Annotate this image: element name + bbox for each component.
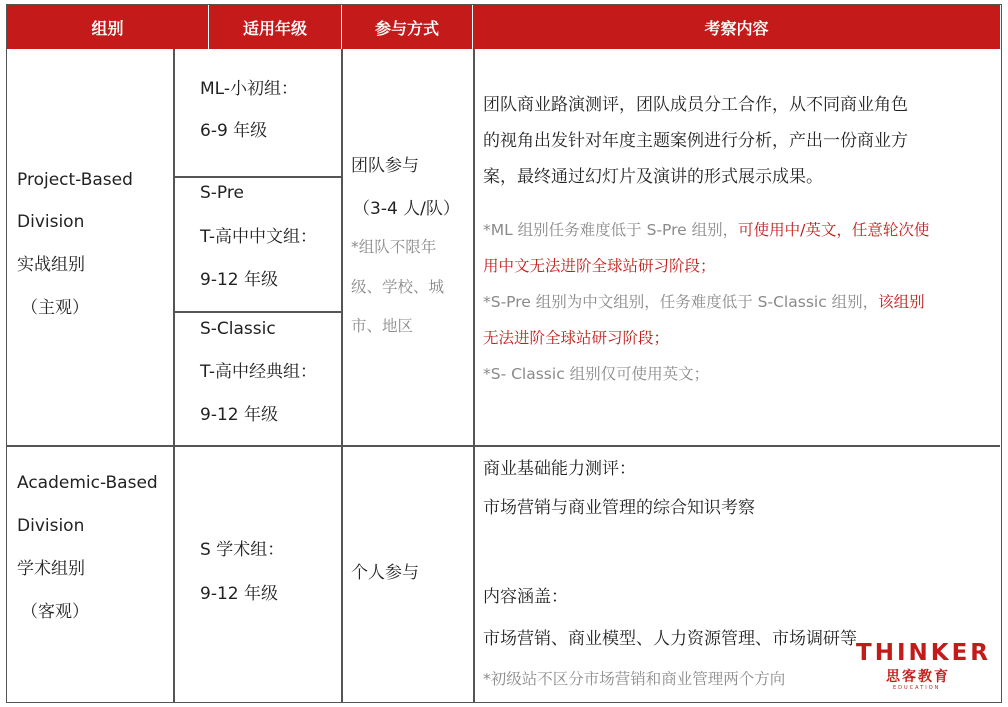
- content-line: 的视角出发针对年度主题案例进行分析，产出一份商业方: [483, 131, 908, 151]
- content-line: 团队商业路演测评，团队成员分工合作，从不同商业角色: [483, 95, 908, 115]
- grade-spre-line1: S-Pre: [200, 183, 244, 203]
- participation-note-line3: 市、地区: [351, 317, 414, 335]
- participation-individual: 个人参与: [351, 563, 419, 583]
- divider: [173, 176, 341, 178]
- header-participation: [342, 5, 473, 49]
- divider: [7, 445, 1000, 447]
- grade-sclassic-line1: S-Classic: [200, 319, 276, 339]
- note-ml-red: 可使用中/英文，任意轮次使: [738, 221, 930, 239]
- divider: [173, 311, 341, 313]
- thinker-logo: THINKER: [856, 640, 991, 666]
- thinker-logo-en: EDUCATION: [893, 685, 941, 691]
- divider: [341, 49, 343, 703]
- note-spre: [483, 284, 998, 320]
- grade-academic-line2: 9-12 年级: [200, 584, 278, 604]
- participation-note-line1: *组队不限年: [351, 238, 437, 256]
- note-sclassic: *S- Classic 组别仅可使用英文；: [483, 365, 710, 383]
- competition-table: [6, 4, 1002, 703]
- division-academic-line2: Division: [17, 516, 85, 536]
- grade-spre-line3: 9-12 年级: [200, 270, 278, 290]
- grade-sclassic-line3: 9-12 年级: [200, 405, 278, 425]
- content-academic-line2: 市场营销与商业管理的综合知识考察: [483, 498, 755, 518]
- content-academic-line1: 商业基础能力测评：: [483, 459, 636, 479]
- content-academic-line3: 内容涵盖：: [483, 587, 568, 607]
- header-grade-label: 适用年级: [242, 18, 307, 38]
- note-spre-gray: *S-Pre 组别为中文组别，任务难度低于 S-Classic 组别，: [483, 293, 879, 311]
- content-line: 案，最终通过幻灯片及演讲的形式展示成果。: [483, 167, 823, 187]
- division-academic-line4: （客观）: [21, 602, 89, 622]
- content-description: [483, 87, 998, 195]
- divider: [473, 49, 475, 703]
- note-ml: [483, 212, 998, 248]
- note-ml-gray: *ML 组别任务难度低于 S-Pre 组别，: [483, 221, 739, 239]
- grade-spre-line2: T-高中中文组：: [200, 227, 317, 247]
- division-project-line1: Project-Based: [17, 170, 133, 190]
- division-project-line3: 实战组别: [17, 255, 85, 275]
- header-participation-label: 参与方式: [374, 18, 439, 38]
- header-content: [473, 5, 1000, 49]
- header-content-label: 考察内容: [704, 18, 769, 38]
- divider: [173, 49, 175, 703]
- content-academic-note: *初级站不区分市场营销和商业管理两个方向: [483, 670, 786, 688]
- division-academic-line1: Academic-Based: [17, 473, 158, 493]
- division-project-line4: （主观）: [21, 298, 89, 318]
- participation-note-line2: 级、学校、城: [351, 278, 445, 296]
- note-spre-red-cont: 无法进阶全球站研习阶段；: [483, 329, 670, 347]
- note-ml-red-cont: 用中文无法进阶全球站研习阶段；: [483, 257, 716, 275]
- thinker-logo-cn: 思客教育: [886, 669, 950, 685]
- header-grade: [209, 5, 342, 49]
- participation-team: 团队参与: [351, 156, 419, 176]
- grade-ml-line2: 6-9 年级: [200, 121, 268, 141]
- division-project-line2: Division: [17, 212, 85, 232]
- participation-team-size: （3-4 人/队）: [353, 199, 460, 219]
- grade-sclassic-line2: T-高中经典组：: [200, 362, 317, 382]
- header-division-label: 组别: [91, 18, 124, 38]
- division-academic-line3: 学术组别: [17, 559, 85, 579]
- grade-ml-line1: ML-小初组：: [200, 79, 298, 99]
- header-division: [7, 5, 209, 49]
- grade-academic-line1: S 学术组：: [200, 540, 285, 560]
- content-notes: [483, 212, 998, 392]
- content-academic-line4: 市场营销、商业模型、人力资源管理、市场调研等: [483, 629, 857, 649]
- note-spre-red: 该组别: [878, 293, 925, 311]
